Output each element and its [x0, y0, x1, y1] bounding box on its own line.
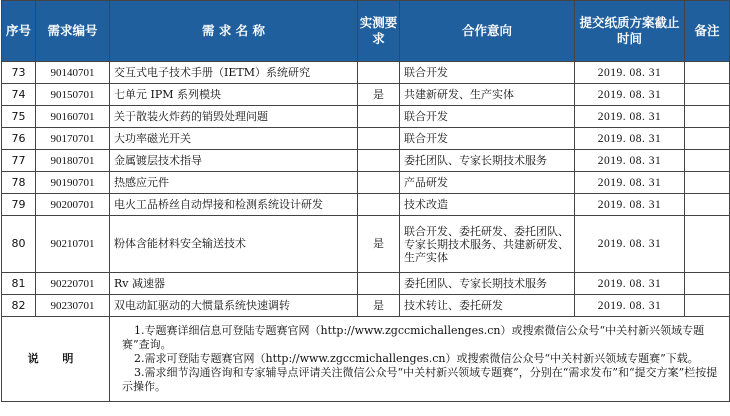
header-code: 需求编号	[36, 1, 110, 62]
row-intent	[400, 194, 575, 216]
row-name: 电火工品桥丝自动焊接和检测系统设计研发	[110, 194, 358, 216]
table-row	[2, 84, 730, 106]
row-intent-line: 技术改造	[404, 198, 448, 211]
row-name: 热感应元件	[110, 172, 358, 194]
row-seq: 77	[2, 150, 36, 172]
row-code: 90180701	[36, 150, 110, 172]
row-onsite	[358, 172, 400, 194]
row-seq: 75	[2, 106, 36, 128]
row-intent	[400, 150, 575, 172]
row-code: 90160701	[36, 106, 110, 128]
row-name: 大功率磁光开关	[110, 128, 358, 150]
table-row	[2, 216, 730, 273]
notes-row	[2, 317, 730, 402]
table-row	[2, 194, 730, 216]
row-onsite: 是	[358, 216, 400, 273]
row-deadline: 2019. 08. 31	[575, 216, 685, 273]
row-intent	[400, 295, 575, 317]
row-name: 七单元 IPM 系列模块	[110, 84, 358, 106]
row-code: 90200701	[36, 194, 110, 216]
row-code: 90190701	[36, 172, 110, 194]
row-intent	[400, 216, 575, 273]
row-seq: 81	[2, 273, 36, 295]
row-name: 双电动缸驱动的大惯量系统快速调转	[110, 295, 358, 317]
notes-body	[110, 317, 730, 402]
row-name: 金属镀层技术指导	[110, 150, 358, 172]
row-code: 90210701	[36, 216, 110, 273]
row-deadline: 2019. 08. 31	[575, 150, 685, 172]
row-intent	[400, 172, 575, 194]
row-onsite	[358, 128, 400, 150]
row-onsite	[358, 150, 400, 172]
row-onsite	[358, 194, 400, 216]
table-row	[2, 128, 730, 150]
row-deadline: 2019. 08. 31	[575, 194, 685, 216]
header-intent: 合作意向	[400, 1, 575, 62]
row-seq: 80	[2, 216, 36, 273]
row-intent-line: 联合开发	[404, 66, 448, 79]
header-onsite: 实测要求	[358, 1, 400, 62]
row-intent-line: 委托团队、专家长期技术服务	[404, 154, 547, 167]
row-code: 90220701	[36, 273, 110, 295]
row-intent-line: 技术转让、委托研发	[404, 299, 503, 312]
table-row	[2, 172, 730, 194]
row-code: 90170701	[36, 128, 110, 150]
row-remark	[685, 216, 730, 273]
row-deadline: 2019. 08. 31	[575, 62, 685, 84]
table-row	[2, 273, 730, 295]
row-deadline: 2019. 08. 31	[575, 172, 685, 194]
row-remark	[685, 273, 730, 295]
header-deadline: 提交纸质方案截止时间	[575, 1, 685, 62]
header-name: 需 求 名 称	[110, 1, 358, 62]
row-code: 90140701	[36, 62, 110, 84]
row-deadline: 2019. 08. 31	[575, 128, 685, 150]
row-intent	[400, 62, 575, 84]
row-remark	[685, 84, 730, 106]
row-intent-line: 联合开发	[404, 132, 448, 145]
row-intent-line: 产品研发	[404, 176, 448, 189]
row-onsite: 是	[358, 295, 400, 317]
table-row	[2, 150, 730, 172]
note-line-1: 1.专题赛详细信息可登陆专题赛官网（http://www.zgccmichallenges.cn）或搜索微信公众号“中关村新兴领域专题赛”查询。	[122, 324, 705, 351]
row-intent-line: 联合开发、委托研发、委托团队、	[404, 224, 569, 238]
row-deadline: 2019. 08. 31	[575, 273, 685, 295]
table-row	[2, 106, 730, 128]
row-remark	[685, 172, 730, 194]
row-intent	[400, 84, 575, 106]
row-remark	[685, 62, 730, 84]
row-intent-line: 专家长期技术服务、共建新研发、	[404, 237, 569, 251]
row-intent-line: 生产实体	[404, 250, 448, 264]
row-intent-line: 共建新研发、生产实体	[404, 88, 514, 101]
row-intent	[400, 273, 575, 295]
notes-label: 说 明	[2, 317, 110, 402]
row-seq: 74	[2, 84, 36, 106]
requirements-table	[1, 0, 730, 402]
row-seq: 79	[2, 194, 36, 216]
header-remark: 备注	[685, 1, 730, 62]
row-remark	[685, 128, 730, 150]
row-seq: 76	[2, 128, 36, 150]
row-remark	[685, 106, 730, 128]
note-line-3: 3.需求细节沟通咨询和专家辅导点评请关注微信公众号“中关村新兴领域专题赛”，分别在“需求发布”和“提交方案”栏按提示操作。	[122, 366, 718, 393]
row-remark	[685, 194, 730, 216]
row-intent-line: 委托团队、专家长期技术服务	[404, 277, 547, 290]
row-deadline: 2019. 08. 31	[575, 295, 685, 317]
row-code: 90150701	[36, 84, 110, 106]
row-onsite	[358, 273, 400, 295]
row-remark	[685, 295, 730, 317]
row-onsite	[358, 62, 400, 84]
row-code: 90230701	[36, 295, 110, 317]
row-name: 粉体含能材料安全输送技术	[110, 216, 358, 273]
note-line-2: 2.需求可登陆专题赛官网（http://www.zgccmichallenges.cn）或搜索微信公众号“中关村新兴领域专题赛”下载。	[134, 352, 699, 365]
header-row	[2, 1, 730, 62]
row-intent-line: 联合开发	[404, 110, 448, 123]
table-row	[2, 295, 730, 317]
row-seq: 78	[2, 172, 36, 194]
row-name: 交互式电子技术手册（IETM）系统研究	[110, 62, 358, 84]
row-seq: 82	[2, 295, 36, 317]
row-name: Rv 减速器	[110, 273, 358, 295]
table-row	[2, 62, 730, 84]
row-intent	[400, 106, 575, 128]
row-remark	[685, 150, 730, 172]
row-onsite: 是	[358, 84, 400, 106]
row-onsite	[358, 106, 400, 128]
row-seq: 73	[2, 62, 36, 84]
row-name: 关于散装火炸药的销毁处理问题	[110, 106, 358, 128]
row-deadline: 2019. 08. 31	[575, 106, 685, 128]
row-deadline: 2019. 08. 31	[575, 84, 685, 106]
header-seq: 序号	[2, 1, 36, 62]
row-intent	[400, 128, 575, 150]
